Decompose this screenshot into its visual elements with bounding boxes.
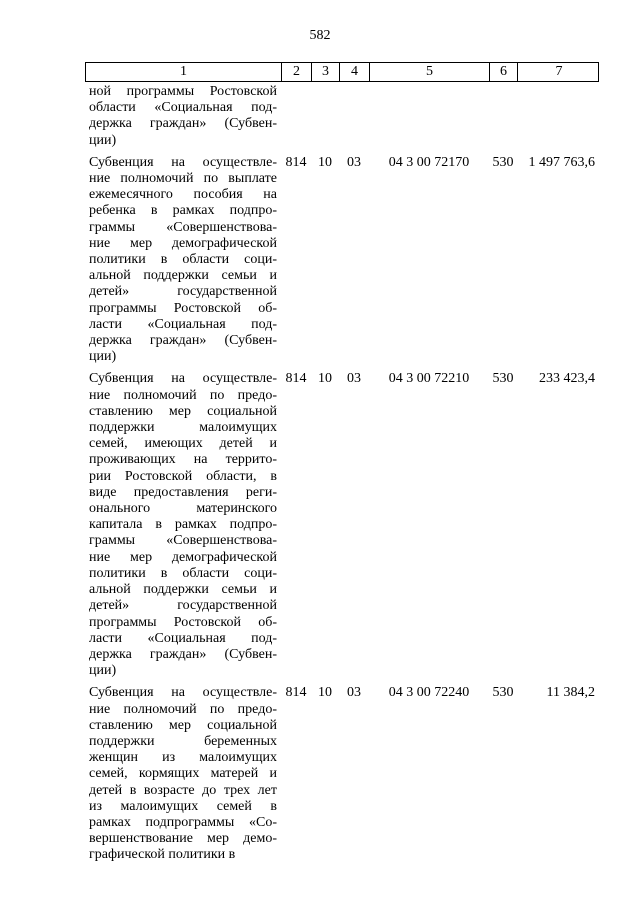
header-col-6: 6	[490, 63, 518, 81]
expense-name-line: графической политики в	[89, 847, 236, 863]
expense-name-line: граммы «Совершенствова-	[89, 219, 277, 235]
expense-name-line: ние полномочий по предо-	[89, 701, 277, 717]
expense-name-line: ние мер демографической	[89, 235, 277, 251]
expense-name-line: ставлению мер социальной	[89, 717, 277, 733]
amount-cell: 11 384,2	[546, 685, 595, 701]
expense-name-line: поддержки беременных	[89, 733, 277, 749]
target-article-cell: 04 3 00 72170	[388, 154, 470, 170]
expense-name-line: детей» государственной	[89, 284, 277, 300]
expense-name-line: ции)	[89, 132, 117, 148]
subsection-code-cell: 03	[347, 685, 361, 701]
expense-name-line: держка граждан» (Субвен-	[89, 646, 277, 662]
expense-name-line: Субвенция на осуществле-	[89, 685, 277, 701]
header-col-4: 4	[340, 63, 370, 81]
expense-name-line: рамках подпрограммы «Со-	[89, 814, 277, 830]
section-code-cell: 10	[318, 154, 332, 170]
expense-name-line: ние полномочий по выплате	[89, 171, 277, 187]
expense-name-line: держка граждан» (Субвен-	[89, 116, 277, 132]
header-col-5: 5	[370, 63, 490, 81]
ministry-code-cell: 814	[285, 371, 307, 387]
table-row	[85, 155, 599, 366]
target-article-cell	[369, 84, 489, 149]
expense-name-line: альной поддержки семьи и	[89, 268, 277, 284]
expense-name-line: семей, кормящих матерей и	[89, 766, 277, 782]
expense-name-line: ласти «Социальная под-	[89, 316, 277, 332]
ministry-code-cell	[281, 84, 311, 149]
header-col-2: 2	[282, 63, 312, 81]
target-article-cell: 04 3 00 72240	[388, 685, 470, 701]
expense-type-cell: 530	[492, 685, 514, 701]
expense-name-line: вершенствование мер демо-	[89, 831, 277, 847]
expense-name-line: Субвенция на осуществле-	[89, 154, 277, 170]
expense-name-line: ежемесячного пособия на	[89, 187, 277, 203]
expense-name-line: женщин из малоимущих	[89, 750, 277, 766]
header-col-7: 7	[555, 64, 563, 79]
expense-name-cell	[85, 685, 281, 863]
ministry-code-cell: 814	[285, 154, 307, 170]
expense-name-line: ставлению мер социальной	[89, 403, 277, 419]
expense-name-line: проживающих на террито-	[89, 452, 277, 468]
expense-name-line: онального материнского	[89, 501, 277, 517]
expense-name-cell	[85, 155, 281, 366]
expense-name-line: ние полномочий по предо-	[89, 387, 277, 403]
header-col-3: 3	[312, 63, 340, 81]
target-article-cell: 04 3 00 72210	[388, 371, 470, 387]
expense-name-line: ние мер демографической	[89, 549, 277, 565]
expense-name-line: семей, имеющих детей и	[89, 436, 277, 452]
expense-name-line: ции)	[89, 663, 117, 679]
expense-name-line: политики в области соци-	[89, 252, 277, 268]
expense-type-cell: 530	[492, 371, 514, 387]
section-code-cell	[311, 84, 339, 149]
expense-name-line: области «Социальная под-	[89, 100, 277, 116]
expense-name-line: программы Ростовской об-	[89, 614, 277, 630]
amount-cell: 1 497 763,6	[528, 154, 595, 170]
table-body	[85, 84, 599, 864]
expense-name-line: ной программы Ростовской	[89, 84, 277, 99]
page-number: 582	[309, 28, 331, 43]
amount-cell	[517, 84, 599, 149]
amount-cell: 233 423,4	[539, 371, 595, 387]
section-code-cell: 10	[318, 371, 332, 387]
budget-table	[85, 62, 599, 870]
expense-name-line: капитала в рамках подпро-	[89, 517, 277, 533]
expense-name-line: альной поддержки семьи и	[89, 582, 277, 598]
expense-name-line: детей в возрасте до трех лет	[89, 782, 277, 798]
subsection-code-cell: 03	[347, 154, 361, 170]
expense-name-line: поддержки малоимущих	[89, 420, 277, 436]
expense-name-line: рии Ростовской области, в	[89, 468, 277, 484]
expense-name-line: политики в области соци-	[89, 565, 277, 581]
expense-name-cell	[85, 371, 281, 679]
expense-type-cell	[489, 84, 517, 149]
expense-name-line: виде предоставления реги-	[89, 484, 277, 500]
header-col-1: 1	[86, 63, 282, 81]
expense-name-line: детей» государственной	[89, 598, 277, 614]
expense-name-line: держка граждан» (Субвен-	[89, 333, 277, 349]
subsection-code-cell	[339, 84, 369, 149]
expense-type-cell: 530	[492, 154, 514, 170]
expense-name-line: ции)	[89, 349, 117, 365]
section-code-cell: 10	[318, 685, 332, 701]
expense-name-cell	[85, 84, 281, 149]
expense-name-line: Субвенция на осуществле-	[89, 371, 277, 387]
subsection-code-cell: 03	[347, 371, 361, 387]
expense-name-line: ребенка в рамках подпро-	[89, 203, 277, 219]
table-row	[85, 371, 599, 679]
expense-name-line: программы Ростовской об-	[89, 300, 277, 316]
ministry-code-cell: 814	[285, 685, 307, 701]
expense-name-line: из малоимущих семей в	[89, 798, 277, 814]
table-row	[85, 685, 599, 863]
expense-name-line: ласти «Социальная под-	[89, 630, 277, 646]
table-header-row	[85, 62, 599, 82]
table-row	[85, 84, 599, 149]
expense-name-line: граммы «Совершенствова-	[89, 533, 277, 549]
